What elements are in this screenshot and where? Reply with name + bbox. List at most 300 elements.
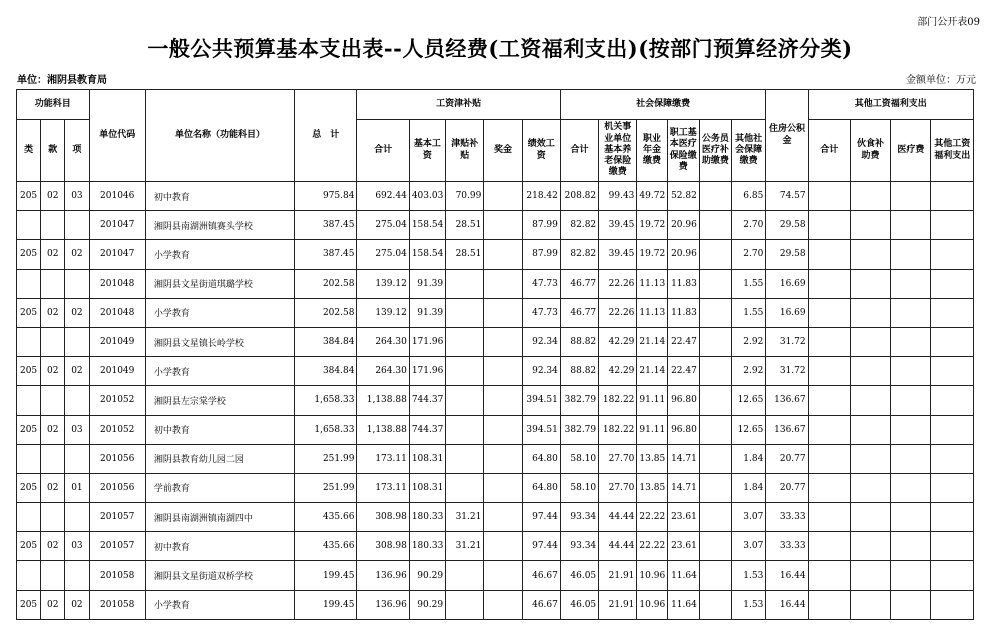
cell-unit-name: 初中教育	[145, 182, 294, 211]
cell-unit-name: 学前教育	[145, 473, 294, 502]
cell-annuity: 49.72	[637, 182, 667, 211]
cell-basic-salary: 171.96	[409, 357, 445, 386]
cell-pension: 27.70	[599, 444, 637, 473]
cell-ss-total: 93.34	[560, 503, 598, 532]
cell-allowance	[446, 269, 484, 298]
header-meal-subsidy: 伙食补助费	[850, 120, 890, 182]
cell-bonus	[484, 386, 522, 415]
form-number: 部门公开表09	[917, 17, 980, 28]
cell-civil-medical	[699, 444, 731, 473]
cell-medical-fee	[891, 561, 931, 590]
cell-ss-total: 82.82	[560, 211, 598, 240]
cell-sa-total: 136.96	[357, 590, 409, 619]
cell-lei: 205	[17, 415, 41, 444]
cell-performance-pay: 46.67	[522, 561, 560, 590]
cell-ow-total	[808, 503, 850, 532]
cell-medical: 22.47	[667, 357, 699, 386]
cell-unit-code: 201056	[89, 444, 145, 473]
header-salary-allowance: 工资津补贴	[357, 90, 560, 120]
header-pension: 机关事业单位基本养老保险缴费	[599, 120, 637, 182]
cell-sa-total: 308.98	[357, 532, 409, 561]
cell-civil-medical	[699, 240, 731, 269]
cell-kuan: 02	[41, 357, 65, 386]
table-row	[17, 590, 974, 619]
cell-lei	[17, 444, 41, 473]
cell-medical-fee	[891, 473, 931, 502]
header-unit-name: 单位名称（功能科目）	[145, 90, 294, 182]
cell-basic-salary: 90.29	[409, 590, 445, 619]
cell-xiang	[65, 503, 89, 532]
cell-total: 435.66	[295, 503, 357, 532]
cell-performance-pay: 47.73	[522, 298, 560, 327]
cell-lei	[17, 503, 41, 532]
cell-lei: 205	[17, 532, 41, 561]
cell-bonus	[484, 182, 522, 211]
cell-pension: 99.43	[599, 182, 637, 211]
cell-other-ss: 2.70	[732, 240, 766, 269]
cell-other-ss: 2.92	[732, 357, 766, 386]
table-row	[17, 444, 974, 473]
cell-lei: 205	[17, 298, 41, 327]
cell-sa-total: 275.04	[357, 211, 409, 240]
cell-medical: 11.64	[667, 561, 699, 590]
cell-unit-name: 小学教育	[145, 298, 294, 327]
cell-other-welfare	[931, 298, 974, 327]
cell-unit-code: 201048	[89, 269, 145, 298]
cell-bonus	[484, 561, 522, 590]
table-row	[17, 532, 974, 561]
cell-allowance	[446, 357, 484, 386]
cell-meal-subsidy	[850, 415, 890, 444]
header-medical-fee: 医疗费	[891, 120, 931, 182]
cell-unit-code: 201047	[89, 211, 145, 240]
cell-medical-fee	[891, 590, 931, 619]
cell-unit-code: 201047	[89, 240, 145, 269]
cell-pension: 42.29	[599, 357, 637, 386]
cell-meal-subsidy	[850, 211, 890, 240]
cell-performance-pay: 87.99	[522, 211, 560, 240]
cell-unit-code: 201058	[89, 590, 145, 619]
cell-civil-medical	[699, 327, 731, 356]
cell-ss-total: 382.79	[560, 415, 598, 444]
cell-other-ss: 1.53	[732, 561, 766, 590]
cell-pension: 42.29	[599, 327, 637, 356]
budget-table	[16, 89, 974, 620]
cell-basic-salary: 91.39	[409, 298, 445, 327]
cell-other-ss: 6.85	[732, 182, 766, 211]
cell-medical-fee	[891, 532, 931, 561]
cell-other-welfare	[931, 590, 974, 619]
cell-unit-code: 201057	[89, 503, 145, 532]
cell-housing-fund: 74.57	[766, 182, 808, 211]
cell-ow-total	[808, 473, 850, 502]
cell-allowance	[446, 473, 484, 502]
cell-total: 251.99	[295, 473, 357, 502]
cell-other-welfare	[931, 444, 974, 473]
cell-sa-total: 308.98	[357, 503, 409, 532]
cell-unit-name: 湘阴县南湖洲镇南湖四中	[145, 503, 294, 532]
cell-unit-name: 湘阴县南湖洲镇赛头学校	[145, 211, 294, 240]
cell-other-welfare	[931, 182, 974, 211]
cell-performance-pay: 92.34	[522, 357, 560, 386]
cell-ow-total	[808, 269, 850, 298]
cell-ow-total	[808, 590, 850, 619]
cell-ow-total	[808, 182, 850, 211]
cell-medical-fee	[891, 269, 931, 298]
cell-housing-fund: 29.58	[766, 211, 808, 240]
cell-civil-medical	[699, 532, 731, 561]
cell-housing-fund: 20.77	[766, 473, 808, 502]
cell-medical-fee	[891, 386, 931, 415]
cell-ow-total	[808, 386, 850, 415]
cell-unit-name: 湘阴县左宗棠学校	[145, 386, 294, 415]
cell-annuity: 21.14	[637, 357, 667, 386]
cell-annuity: 22.22	[637, 503, 667, 532]
cell-meal-subsidy	[850, 386, 890, 415]
cell-basic-salary: 158.54	[409, 240, 445, 269]
cell-unit-name: 湘阴县文星街道琪璐学校	[145, 269, 294, 298]
amount-unit: 金额单位：万元	[906, 75, 976, 86]
header-basic-salary: 基本工资	[409, 120, 445, 182]
cell-ss-total: 46.77	[560, 269, 598, 298]
cell-basic-salary: 180.33	[409, 503, 445, 532]
cell-bonus	[484, 269, 522, 298]
cell-bonus	[484, 590, 522, 619]
cell-housing-fund: 33.33	[766, 532, 808, 561]
cell-kuan	[41, 386, 65, 415]
cell-kuan: 02	[41, 532, 65, 561]
header-ow-total: 合计	[808, 120, 850, 182]
cell-annuity: 19.72	[637, 240, 667, 269]
cell-sa-total: 1,138.88	[357, 386, 409, 415]
cell-housing-fund: 16.69	[766, 269, 808, 298]
header-other-ss: 其他社会保障缴费	[732, 120, 766, 182]
cell-performance-pay: 394.51	[522, 415, 560, 444]
cell-xiang: 03	[65, 532, 89, 561]
header-func-subject: 功能科目	[17, 90, 90, 120]
cell-pension: 21.91	[599, 590, 637, 619]
header-unit-code: 单位代码	[89, 90, 145, 182]
cell-pension: 22.26	[599, 269, 637, 298]
cell-ss-total: 382.79	[560, 386, 598, 415]
cell-civil-medical	[699, 415, 731, 444]
cell-other-ss: 1.53	[732, 590, 766, 619]
cell-total: 202.58	[295, 298, 357, 327]
cell-other-welfare	[931, 240, 974, 269]
cell-lei: 205	[17, 473, 41, 502]
cell-total: 975.84	[295, 182, 357, 211]
cell-xiang: 02	[65, 240, 89, 269]
page-title: 一般公共预算基本支出表--人员经费(工资福利支出)(按部门预算经济分类)	[147, 36, 853, 61]
cell-basic-salary: 91.39	[409, 269, 445, 298]
cell-pension: 22.26	[599, 298, 637, 327]
cell-xiang: 02	[65, 357, 89, 386]
cell-total: 387.45	[295, 211, 357, 240]
cell-meal-subsidy	[850, 357, 890, 386]
cell-other-ss: 1.84	[732, 473, 766, 502]
cell-total: 435.66	[295, 532, 357, 561]
cell-unit-code: 201056	[89, 473, 145, 502]
cell-pension: 39.45	[599, 240, 637, 269]
table-row	[17, 357, 974, 386]
cell-other-ss: 1.84	[732, 444, 766, 473]
cell-xiang: 01	[65, 473, 89, 502]
cell-pension: 182.22	[599, 415, 637, 444]
cell-allowance: 28.51	[446, 240, 484, 269]
header-civil-medical: 公务员医疗补助缴费	[699, 120, 731, 182]
cell-medical-fee	[891, 298, 931, 327]
cell-allowance	[446, 298, 484, 327]
cell-unit-code: 201058	[89, 561, 145, 590]
table-row	[17, 503, 974, 532]
cell-meal-subsidy	[850, 327, 890, 356]
cell-performance-pay: 46.67	[522, 590, 560, 619]
cell-allowance	[446, 444, 484, 473]
cell-ow-total	[808, 444, 850, 473]
cell-kuan: 02	[41, 473, 65, 502]
cell-housing-fund: 136.67	[766, 386, 808, 415]
cell-lei	[17, 561, 41, 590]
cell-basic-salary: 744.37	[409, 386, 445, 415]
cell-lei	[17, 386, 41, 415]
cell-ss-total: 58.10	[560, 473, 598, 502]
cell-total: 199.45	[295, 561, 357, 590]
cell-ss-total: 208.82	[560, 182, 598, 211]
reporting-unit: 单位：湘阴县教育局	[17, 75, 107, 86]
cell-medical: 11.83	[667, 269, 699, 298]
cell-ow-total	[808, 561, 850, 590]
cell-bonus	[484, 327, 522, 356]
cell-medical-fee	[891, 503, 931, 532]
cell-medical: 20.96	[667, 211, 699, 240]
cell-sa-total: 264.30	[357, 357, 409, 386]
cell-ss-total: 46.05	[560, 561, 598, 590]
cell-unit-code: 201049	[89, 357, 145, 386]
cell-civil-medical	[699, 473, 731, 502]
cell-meal-subsidy	[850, 240, 890, 269]
header-social-security: 社会保障缴费	[560, 90, 765, 120]
cell-civil-medical	[699, 386, 731, 415]
cell-housing-fund: 31.72	[766, 357, 808, 386]
header-kuan: 款	[41, 120, 65, 182]
cell-ow-total	[808, 298, 850, 327]
cell-unit-name: 小学教育	[145, 357, 294, 386]
table-row	[17, 298, 974, 327]
cell-medical-fee	[891, 357, 931, 386]
cell-unit-name: 小学教育	[145, 590, 294, 619]
cell-annuity: 13.85	[637, 473, 667, 502]
cell-meal-subsidy	[850, 182, 890, 211]
cell-total: 202.58	[295, 269, 357, 298]
cell-xiang	[65, 269, 89, 298]
cell-ss-total: 82.82	[560, 240, 598, 269]
cell-sa-total: 692.44	[357, 182, 409, 211]
cell-xiang	[65, 561, 89, 590]
table-row	[17, 269, 974, 298]
cell-ss-total: 46.77	[560, 298, 598, 327]
cell-sa-total: 139.12	[357, 298, 409, 327]
cell-lei: 205	[17, 357, 41, 386]
cell-medical-fee	[891, 182, 931, 211]
cell-housing-fund: 136.67	[766, 415, 808, 444]
cell-medical-fee	[891, 211, 931, 240]
cell-annuity: 13.85	[637, 444, 667, 473]
cell-unit-name: 湘阴县教育幼儿园二园	[145, 444, 294, 473]
cell-bonus	[484, 444, 522, 473]
cell-xiang: 02	[65, 590, 89, 619]
cell-housing-fund: 29.58	[766, 240, 808, 269]
cell-lei	[17, 269, 41, 298]
cell-kuan: 02	[41, 240, 65, 269]
cell-other-welfare	[931, 269, 974, 298]
cell-pension: 27.70	[599, 473, 637, 502]
header-other-welfare-detail: 其他工资福利支出	[931, 120, 974, 182]
cell-xiang: 03	[65, 415, 89, 444]
cell-annuity: 91.11	[637, 386, 667, 415]
header-sa-total: 合计	[357, 120, 409, 182]
cell-other-welfare	[931, 503, 974, 532]
cell-other-ss: 1.55	[732, 269, 766, 298]
cell-annuity: 10.96	[637, 561, 667, 590]
cell-basic-salary: 108.31	[409, 444, 445, 473]
cell-meal-subsidy	[850, 444, 890, 473]
cell-total: 251.99	[295, 444, 357, 473]
cell-sa-total: 139.12	[357, 269, 409, 298]
cell-meal-subsidy	[850, 590, 890, 619]
cell-kuan: 02	[41, 415, 65, 444]
cell-kuan	[41, 269, 65, 298]
cell-lei: 205	[17, 590, 41, 619]
header-ss-total: 合计	[560, 120, 598, 182]
cell-medical: 11.64	[667, 590, 699, 619]
cell-meal-subsidy	[850, 298, 890, 327]
cell-other-ss: 2.92	[732, 327, 766, 356]
table-row	[17, 327, 974, 356]
header-performance-pay: 绩效工资	[522, 120, 560, 182]
header-medical: 职工基本医疗保险缴费	[667, 120, 699, 182]
cell-basic-salary: 403.03	[409, 182, 445, 211]
cell-other-ss: 12.65	[732, 415, 766, 444]
cell-kuan	[41, 444, 65, 473]
cell-allowance	[446, 386, 484, 415]
cell-housing-fund: 33.33	[766, 503, 808, 532]
cell-bonus	[484, 240, 522, 269]
cell-xiang	[65, 386, 89, 415]
table-row	[17, 182, 974, 211]
cell-ss-total: 88.82	[560, 357, 598, 386]
cell-housing-fund: 16.44	[766, 561, 808, 590]
cell-annuity: 22.22	[637, 532, 667, 561]
cell-kuan	[41, 327, 65, 356]
header-annuity: 职业年金缴费	[637, 120, 667, 182]
header-xiang: 项	[65, 120, 89, 182]
cell-sa-total: 173.11	[357, 473, 409, 502]
cell-performance-pay: 64.80	[522, 444, 560, 473]
cell-other-welfare	[931, 211, 974, 240]
cell-allowance: 28.51	[446, 211, 484, 240]
cell-medical: 14.71	[667, 444, 699, 473]
cell-ow-total	[808, 532, 850, 561]
cell-basic-salary: 108.31	[409, 473, 445, 502]
cell-housing-fund: 16.69	[766, 298, 808, 327]
header-lei: 类	[17, 120, 41, 182]
cell-annuity: 21.14	[637, 327, 667, 356]
cell-kuan	[41, 561, 65, 590]
cell-pension: 44.44	[599, 503, 637, 532]
cell-pension: 39.45	[599, 211, 637, 240]
table-header	[17, 90, 974, 182]
cell-total: 1,658.33	[295, 415, 357, 444]
cell-annuity: 11.13	[637, 298, 667, 327]
cell-civil-medical	[699, 182, 731, 211]
cell-other-welfare	[931, 473, 974, 502]
cell-annuity: 91.11	[637, 415, 667, 444]
cell-meal-subsidy	[850, 532, 890, 561]
header-bonus: 奖金	[484, 120, 522, 182]
cell-bonus	[484, 532, 522, 561]
cell-sa-total: 264.30	[357, 327, 409, 356]
cell-pension: 21.91	[599, 561, 637, 590]
cell-medical-fee	[891, 444, 931, 473]
cell-allowance: 31.21	[446, 532, 484, 561]
cell-bonus	[484, 415, 522, 444]
cell-performance-pay: 218.42	[522, 182, 560, 211]
cell-other-ss: 12.65	[732, 386, 766, 415]
cell-civil-medical	[699, 269, 731, 298]
cell-other-welfare	[931, 327, 974, 356]
cell-medical: 14.71	[667, 473, 699, 502]
header-allowance: 津贴补贴	[446, 120, 484, 182]
cell-sa-total: 173.11	[357, 444, 409, 473]
cell-pension: 182.22	[599, 386, 637, 415]
cell-medical: 96.80	[667, 386, 699, 415]
cell-performance-pay: 47.73	[522, 269, 560, 298]
cell-total: 384.84	[295, 327, 357, 356]
cell-xiang	[65, 444, 89, 473]
cell-medical: 23.61	[667, 532, 699, 561]
cell-unit-code: 201052	[89, 415, 145, 444]
cell-medical: 22.47	[667, 327, 699, 356]
cell-sa-total: 1,138.88	[357, 415, 409, 444]
cell-ow-total	[808, 211, 850, 240]
cell-ss-total: 88.82	[560, 327, 598, 356]
cell-bonus	[484, 473, 522, 502]
cell-unit-code: 201057	[89, 532, 145, 561]
cell-housing-fund: 31.72	[766, 327, 808, 356]
cell-basic-salary: 171.96	[409, 327, 445, 356]
cell-allowance	[446, 415, 484, 444]
cell-other-welfare	[931, 386, 974, 415]
cell-ow-total	[808, 357, 850, 386]
cell-civil-medical	[699, 561, 731, 590]
cell-ss-total: 58.10	[560, 444, 598, 473]
table-row	[17, 240, 974, 269]
cell-performance-pay: 92.34	[522, 327, 560, 356]
cell-civil-medical	[699, 298, 731, 327]
cell-other-welfare	[931, 561, 974, 590]
cell-ow-total	[808, 327, 850, 356]
cell-kuan	[41, 503, 65, 532]
cell-unit-name: 小学教育	[145, 240, 294, 269]
cell-total: 384.84	[295, 357, 357, 386]
table-row	[17, 561, 974, 590]
cell-other-welfare	[931, 532, 974, 561]
cell-xiang: 03	[65, 182, 89, 211]
table-row	[17, 211, 974, 240]
cell-allowance: 31.21	[446, 503, 484, 532]
cell-basic-salary: 90.29	[409, 561, 445, 590]
cell-meal-subsidy	[850, 269, 890, 298]
